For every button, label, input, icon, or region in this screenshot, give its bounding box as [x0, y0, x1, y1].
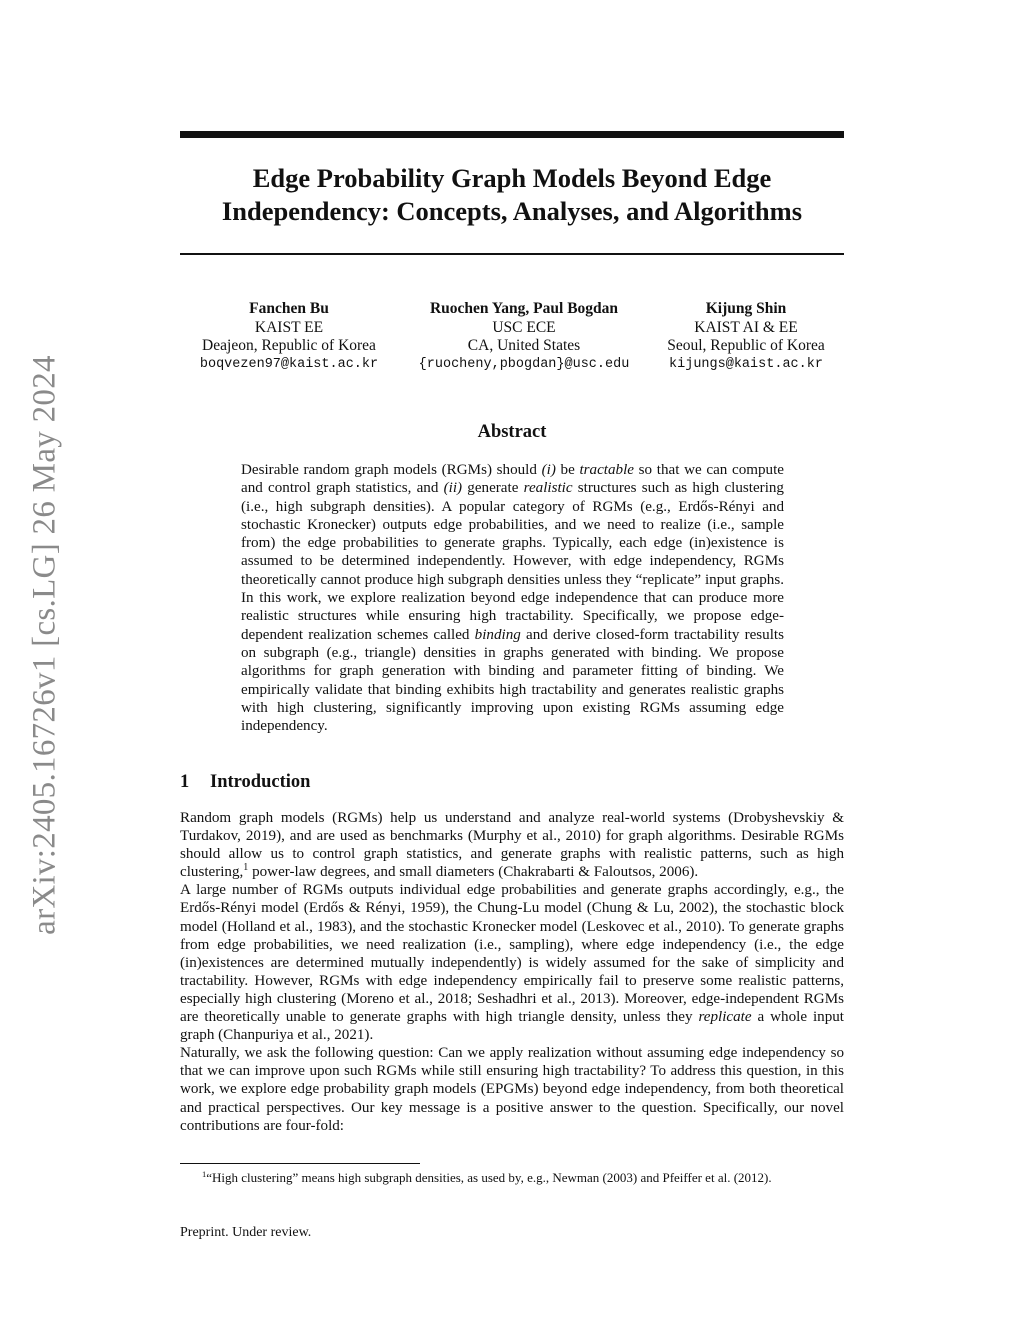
intro-paragraph-2: A large number of RGMs outputs individual edge probabilities and generate graphs accordingly, e.g., the Erdős-Rényi model (Erdős & Rényi, 1959), the Chung-Lu model (Chung & Lu, 2002), the stochastic block model (Holland et al., 1983), and the stochastic Kronecker model (Leskovec et al., 2010). To generate graphs from edge probabilities, we need realization (i.e., sampling), where edge independency (i.e., the edge (in)existences are determined mutually independently) is widely assumed for the sake of simplicity and tractability. However, RGMs with edge independency empirically fail to preserve some realistic patterns, especially high clustering (Moreno et al., 2018; Seshadhri et al., 2013). Moreover, edge-independent RGMs are theoretically unable to generate graphs with high triangle density, unless they replicate a whole input graph (Chanpuriya et al., 2021). [180, 882, 844, 1044]
author-name: Ruochen Yang, Paul Bogdan [429, 300, 619, 317]
footnote-rule [180, 1163, 420, 1164]
title-top-rule [180, 131, 844, 138]
title-line-2: Independency: Concepts, Analyses, and Algorithms [221, 196, 803, 226]
author-name: Fanchen Bu [249, 300, 329, 317]
author-block [180, 300, 844, 380]
intro-paragraph-3: Naturally, we ask the following question: Can we apply realization without assuming edge independency so that we can improve upon such RGMs while still ensuring high tractability? To address this question, in this work, we explore edge probability graph models (EPGMs) beyond edge independency, from both theoretical and practical perspectives. Our key message is a positive answer to the question. Specifically, our novel contributions are four-fold: [180, 1045, 844, 1134]
author-affiliation: KAIST AI & EE [694, 318, 798, 336]
footnote-ref[interactable]: 1 [243, 862, 249, 874]
preprint-footer: Preprint. Under review. [180, 1225, 312, 1240]
section-heading-introduction [180, 772, 310, 793]
footnote-text: “High clustering” means high subgraph densities, as used by, e.g., Newman (2003) and Pfeiffer et al. (2012). [206, 1170, 772, 1185]
abstract-heading: Abstract [477, 422, 547, 442]
author-location: CA, United States [467, 337, 581, 354]
author-1 [200, 300, 378, 374]
author-email[interactable]: boqvezen97@kaist.ac.kr [199, 356, 379, 372]
title-bottom-rule [180, 253, 844, 255]
author-2 [419, 300, 630, 374]
footnote-mark: 1 [202, 1169, 207, 1179]
arxiv-stamp: arXiv:2405.16726v1 [cs.LG] 26 May 2024 [26, 355, 63, 935]
author-email[interactable]: {ruocheny,pbogdan}@usc.edu [418, 356, 630, 372]
abstract-text: Desirable random graph models (RGMs) should (i) be tractable so that we can compute and control graph statistics, and (ii) generate realistic structures such as high clustering (i.e., high subgraph densities). A popular category of RGMs (e.g., Erdős-Rényi and stochastic Kronecker) outputs edge probabilities, and we need to realize (i.e., sample from) the edge probabilities to generate graphs. Typically, each edge (in)existence is assumed to be determined independently. However, with edge independency, RGMs theoretically cannot produce high subgraph densities unless they “replicate” input graphs. In this work, we explore realization beyond edge independence that can produce more realistic structures while ensuring high tractability. Specifically, we propose edge-dependent realization schemes called binding and derive closed-form tractability results on subgraph (e.g., triangle) densities in graphs generated with binding. We propose algorithms for graph generation with binding and parameter fitting of binding. We empirically validate that binding exhibits high tractability and generates realistic graphs with high clustering, significantly improving upon existing RGMs assuming edge independency. [241, 462, 784, 735]
section-number: 1 [180, 772, 190, 792]
author-email[interactable]: kijungs@kaist.ac.kr [669, 356, 823, 372]
intro-paragraph-1: Random graph models (RGMs) help us understand and analyze real-world systems (Drobyshevskiy & Turdakov, 2019), and are used as benchmarks (Murphy et al., 2010) for graph algorithms. Desirable RGMs should allow us to control graph statistics, and generate graphs with realistic patterns, such as high clustering,$^1$ power-law degrees, and small diameters (Chakrabarti & Faloutsos, 2006). [180, 810, 844, 881]
author-location: Seoul, Republic of Korea [667, 337, 825, 354]
author-affiliation: USC ECE [492, 318, 556, 336]
author-affiliation: KAIST EE [254, 318, 324, 336]
author-name: Kijung Shin [705, 300, 787, 317]
author-3 [667, 300, 825, 374]
title-line-1: Edge Probability Graph Models Beyond Edge [252, 163, 772, 193]
author-location: Deajeon, Republic of Korea [202, 337, 376, 354]
footnote [202, 1170, 844, 1186]
introduction-body [180, 809, 844, 1135]
paper-title [180, 162, 844, 228]
section-title: Introduction [210, 772, 311, 792]
